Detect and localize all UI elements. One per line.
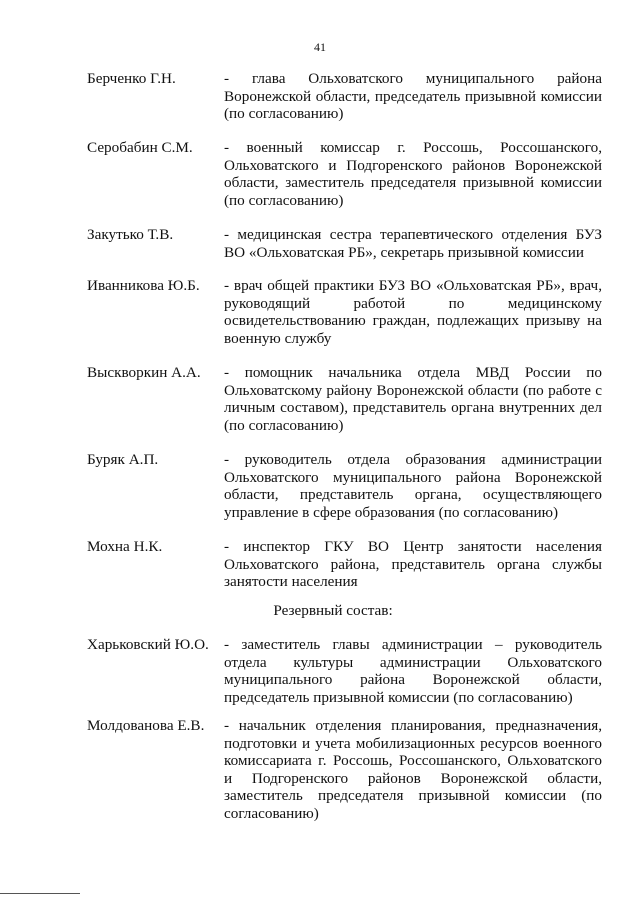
page-number: 41 xyxy=(314,40,326,54)
member-name: Иванникова Ю.Б. xyxy=(87,277,200,294)
member-description: - инспектор ГКУ ВО Центр занятости населения Ольховатского района, представитель органа службы занятости населения xyxy=(224,538,602,591)
member-name: Закутько Т.В. xyxy=(87,226,174,243)
member-description: - глава Ольховатского муниципального района Воронежской области, председатель призывной комиссии (по согласованию) xyxy=(224,70,602,123)
member-description: - помощник начальника отдела МВД России по Ольховатскому району Воронежской области (по работе с личным составом), представитель органа внутренних дел (по согласованию) xyxy=(224,364,602,434)
member-description: - начальник отделения планирования, предназначения, подготовки и учета мобилизационных ресурсов военного комиссариата г. Россошь, Россошанского, Ольховатского и Подгоренского районов Воронежской области, заместитель председателя призывной комиссии (по согласованию) xyxy=(224,717,602,822)
member-name: Берченко Г.Н. xyxy=(87,70,176,87)
member-description: - военный комиссар г. Россошь, Россошанского, Ольховатского и Подгоренского районов Воронежской области, заместитель председателя призывной комиссии (по согласованию) xyxy=(224,139,602,209)
member-description: - медицинская сестра терапевтического отделения БУЗ ВО «Ольховатская РБ», секретарь призывной комиссии xyxy=(224,226,602,261)
member-name: Харьковский Ю.О. xyxy=(87,636,209,653)
member-name: Выскворкин А.А. xyxy=(87,364,201,381)
bottom-rule xyxy=(0,893,80,894)
member-description: - руководитель отдела образования администрации Ольховатского муниципального района Воронежской области, представитель органа, осуществляющего управление в сфере образования (по согласованию) xyxy=(224,451,602,521)
member-name: Мохна Н.К. xyxy=(87,538,163,555)
reserve-heading: Резервный состав: xyxy=(273,602,393,619)
member-name: Буряк А.П. xyxy=(87,451,159,468)
member-description: - врач общей практики БУЗ ВО «Ольховатская РБ», врач, руководящий работой по медицинскому освидетельствованию граждан, подлежащих призыву на военную службу xyxy=(224,277,602,347)
member-name: Серобабин С.М. xyxy=(87,139,193,156)
member-name: Молдованова Е.В. xyxy=(87,717,205,734)
member-description: - заместитель главы администрации – руководитель отдела культуры администрации Ольховатского муниципального района Воронежской области, председатель призывной комиссии (по согласованию) xyxy=(224,636,602,706)
